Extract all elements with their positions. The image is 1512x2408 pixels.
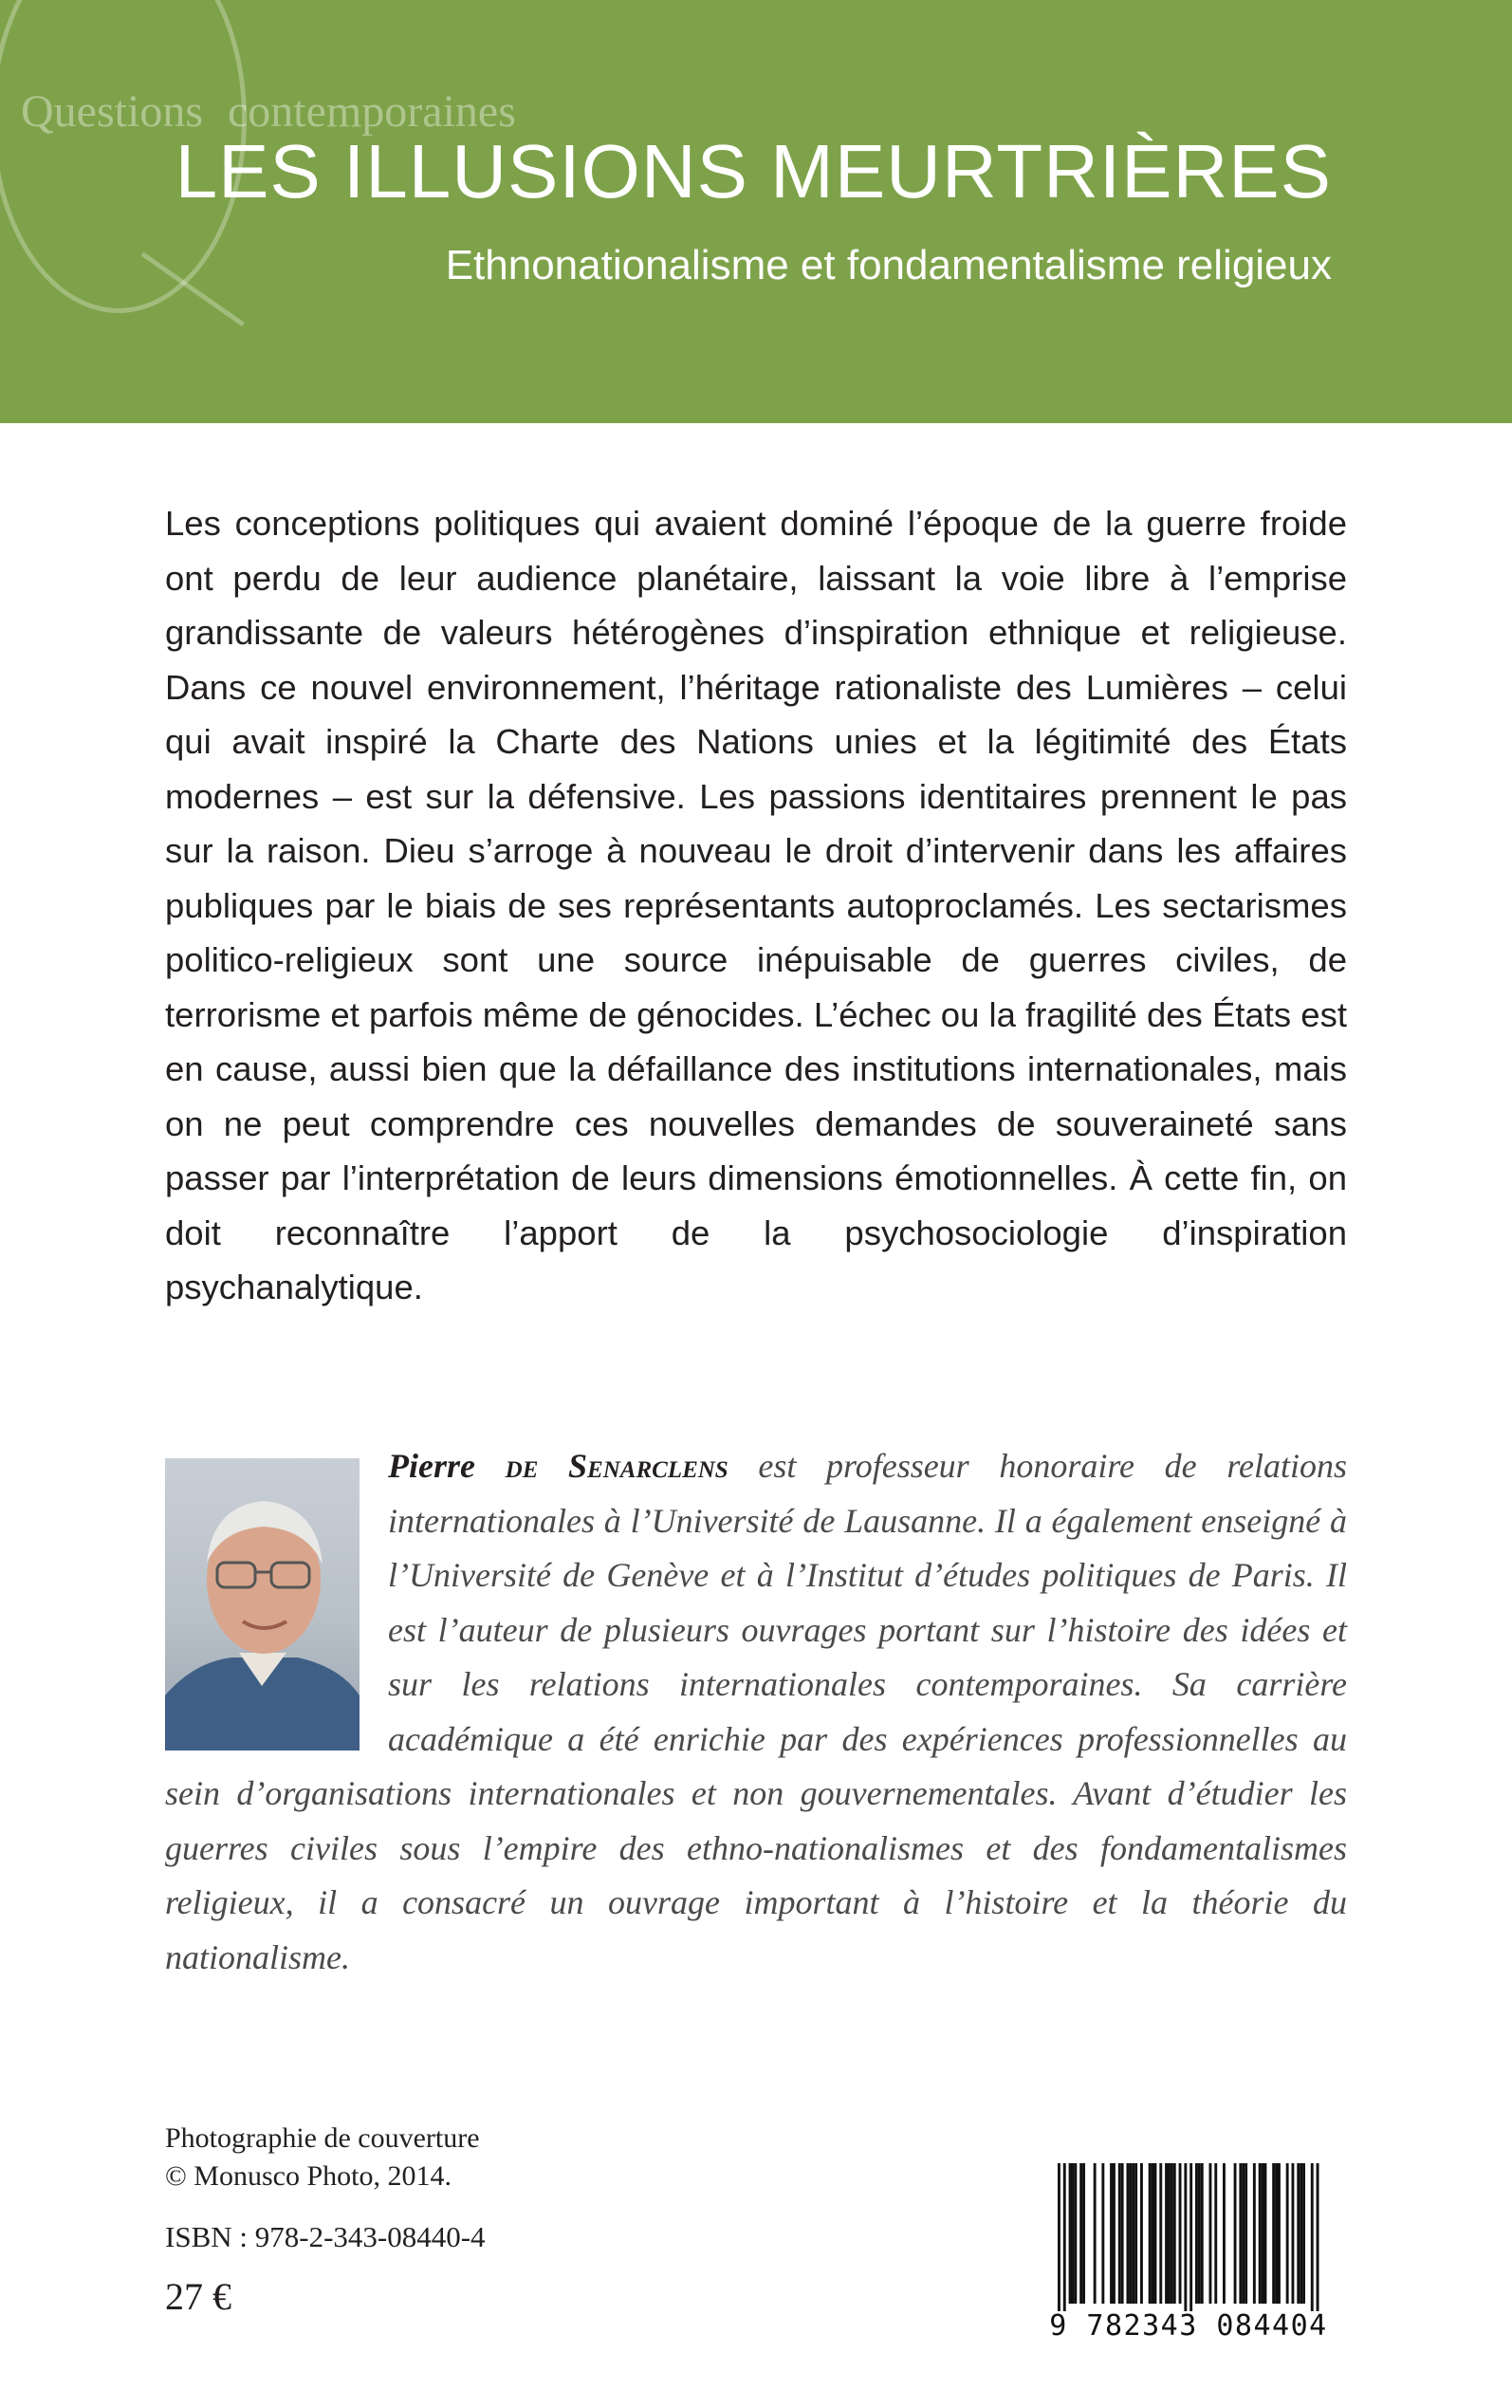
author-last-name: de Senarclens [505,1447,728,1485]
series-word-1: Questions [21,86,203,137]
barcode-bar [1262,2163,1264,2304]
barcode-bar [1132,2163,1134,2304]
barcode-bar [1201,2163,1204,2304]
author-photo [165,1458,360,1750]
barcode-bar [1189,2163,1192,2311]
photo-credit [165,2120,480,2195]
photo-credit-line-2: © Monusco Photo, 2014. [165,2160,452,2192]
barcode-bar [1253,2163,1256,2304]
barcode-bar [1063,2163,1066,2311]
barcode-bar [1214,2163,1217,2304]
barcode-bar [1079,2163,1082,2304]
price: 27 € [165,2275,231,2318]
barcode-bar [1171,2163,1173,2304]
barcode-bar [1082,2163,1085,2304]
barcode-bar [1234,2163,1237,2304]
barcode-bar [1242,2163,1245,2304]
author-bio [165,1439,1347,1985]
barcode-bar [1275,2163,1278,2304]
author-first-name: Pierre [388,1447,475,1485]
barcode-bar [1297,2163,1300,2304]
barcode-bar [1302,2163,1305,2304]
barcode-bar [1154,2163,1157,2304]
barcode-bar [1110,2163,1113,2304]
barcode-bar [1165,2163,1168,2304]
barcode-bar [1149,2163,1152,2304]
barcode-bar [1168,2163,1171,2304]
barcode-bar [1317,2163,1319,2311]
isbn: ISBN : 978-2-343-08440-4 [165,2220,486,2253]
barcode-bar [1058,2163,1060,2311]
barcode-bar [1311,2163,1314,2311]
barcode-bar [1129,2163,1132,2304]
barcode-bar [1152,2163,1154,2304]
barcode-bar [1292,2163,1295,2304]
barcode-bar [1072,2163,1075,2304]
barcode-bar [1127,2163,1130,2304]
barcode-bar [1223,2163,1226,2304]
barcode-bar [1300,2163,1302,2304]
author-bio-text: est professeur honoraire de relations internationales à l’Université de Lausanne. Il a également enseigné à l’Université de Genève et à l’Institut d’études politiques de Paris. Il est l’auteur de plusieurs ouvrages portant sur l’histoire des idées et sur les relations internationales contemporaines. Sa carrière académique a été enrichie par des expériences professionnelles au sein d’organisations internationales et non gouvernementales. Avant d’étudier les guerres civiles sous l’empire des ethno-nationalismes et des fondamentalismes religieux, il a consacré un ouvrage important à l’histoire et la théorie du nationalisme. [165,1447,1347,1976]
barcode-bar [1094,2163,1097,2304]
cover-header [0,0,1512,423]
barcode-bar [1195,2163,1198,2304]
barcode-bar [1278,2163,1281,2304]
barcode-bar [1134,2163,1137,2304]
barcode-bar [1113,2163,1116,2304]
photo-credit-line-1: Photographie de couverture [165,2122,480,2154]
author-name [388,1447,728,1485]
book-subtitle: Ethnonationalisme et fondamentalisme religieux [445,242,1332,288]
summary-text: Les conceptions politiques qui avaient dominé l’époque de la guerre froide ont perdu de leur audience planétaire, laissant la voie libre à l’emprise grandissante de valeurs hétérogènes d’inspiration ethnique et religieuse. Dans ce nouvel environnement, l’héritage rationaliste des Lumières – celui qui avait inspiré la Charte des Nations unies et la légitimité des États modernes – est sur la défensive. Les passions identitaires prennent le pas sur la raison. Dieu s’arroge à nouveau le droit d’intervenir dans les affaires publiques par le biais de ses représentants autoproclamés. Les sectarismes politico-religieux sont une source inépuisable de guerres civiles, de terrorisme et parfois même de génocides. L’échec ou la fragilité des États est en cause, aussi bien que la défaillance des institutions internationales, mais on ne peut comprendre ces nouvelles demandes de souveraineté sans passer par l’interprétation de leurs dimensions émotionnelles. À cette fin, on doit reconnaître l’apport de la psychosociologie d’inspiration psychanalytique. [165,504,1347,1306]
barcode-bar [1173,2163,1176,2304]
barcode-bar [1159,2163,1162,2304]
barcode-bar [1184,2163,1187,2311]
barcode-bar [1272,2163,1275,2304]
barcode-bar [1179,2163,1182,2304]
series-word-2: contemporaines [228,86,516,137]
barcode-bar [1069,2163,1072,2304]
barcode-bar [1121,2163,1124,2304]
barcode-bar [1286,2163,1289,2304]
book-title: LES ILLUSIONS MEURTRIÈRES [175,129,1332,213]
barcode-bar [1074,2163,1077,2304]
barcode-bar [1245,2163,1247,2304]
barcode-bar [1264,2163,1267,2304]
barcode-bar [1118,2163,1121,2304]
barcode [1043,2161,1334,2355]
barcode-bar [1101,2163,1104,2304]
barcode-bar [1140,2163,1143,2304]
barcode-bar [1198,2163,1201,2304]
barcode-bar [1239,2163,1242,2304]
barcode-bar [1209,2163,1212,2304]
barcode-bar [1259,2163,1262,2304]
barcode-digits: 9 782343 084404 [1049,2309,1328,2343]
barcode-bars [1043,2161,1334,2313]
